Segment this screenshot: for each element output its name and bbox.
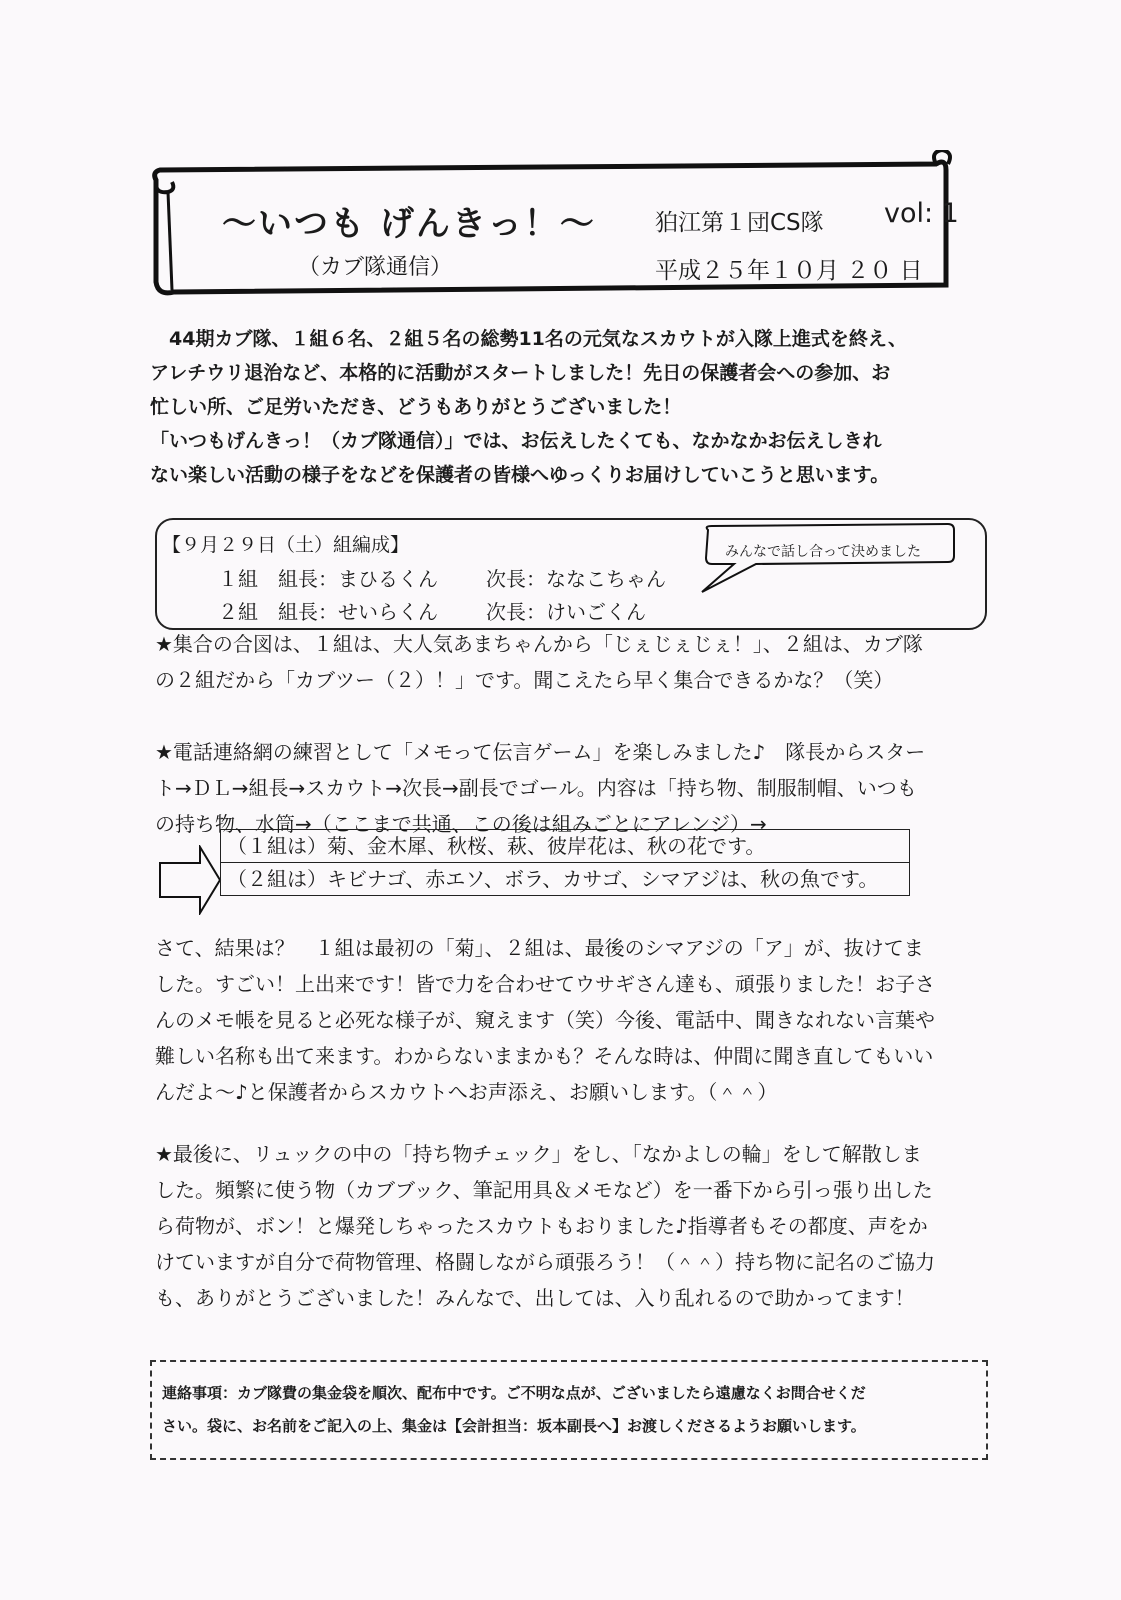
group-label: ２組 bbox=[218, 600, 258, 624]
group-1-answer-box: （１組は）菊、金木犀、秋桜、萩、彼岸花は、秋の花です。 bbox=[220, 829, 910, 863]
closing-paragraph bbox=[155, 1136, 975, 1316]
group-sub-leader: 次長：けいごくん bbox=[486, 600, 646, 624]
closing-line: ら荷物が、ボン！と爆発しちゃったスカウトもおりました♪指導者もその都度、声をか bbox=[155, 1214, 928, 1238]
group-2-answer-box: （２組は）キビナゴ、赤エソ、ボラ、カサゴ、シマアジは、秋の魚です。 bbox=[220, 862, 910, 896]
group-leader: 組長：まひるくん bbox=[278, 567, 438, 591]
notice-box bbox=[150, 1360, 988, 1460]
notice-line: さい。袋に、お名前をご記入の上、集金は【会計担当：坂本副長へ】お渡しくださるようお願いします。 bbox=[162, 1417, 866, 1435]
speech-bubble-text: みんなで話し合って決めました bbox=[725, 544, 921, 560]
result-paragraph bbox=[155, 930, 975, 1110]
result-line: 難しい名称も出て来ます。わからないままかも？そんな時は、仲間に聞き直してもいい bbox=[155, 1044, 934, 1068]
intro-line: ない楽しい活動の様子をなどを保護者の皆様へゆっくりお届けしていこうと思います。 bbox=[150, 464, 890, 486]
game-line: の持ち物、水筒→（ここまで共通、この後は組みごとにアレンジ）→ bbox=[155, 812, 767, 836]
game-paragraph bbox=[155, 734, 975, 842]
notice-line: 連絡事項：カブ隊費の集金袋を順次、配布中です。ご不明な点が、ございましたら遠慮なくお問合せくだ bbox=[162, 1384, 866, 1402]
newsletter-title: ～いつも げんきっ！～ bbox=[222, 204, 596, 244]
troop-name: 狛江第１団CS隊 bbox=[655, 210, 824, 236]
group-sub-leader: 次長：ななこちゃん bbox=[486, 567, 666, 591]
group-leader: 組長：せいらくん bbox=[278, 600, 438, 624]
closing-line: も、ありがとうございました！みんなで、出しては、入り乱れるので助かってます！ bbox=[155, 1286, 915, 1310]
issue-date: 平成２５年１０月 ２０ 日 bbox=[655, 258, 923, 284]
closing-line: した。頻繁に使う物（カブブック、筆記用具＆メモなど）を一番下から引っ張り出した bbox=[155, 1178, 933, 1202]
right-arrow-icon bbox=[158, 845, 222, 915]
intro-line: 44期カブ隊、１組６名、２組５名の総勢11名の元気なスカウトが入隊上進式を終え、 bbox=[150, 328, 908, 350]
signal-paragraph bbox=[155, 626, 975, 698]
newsletter-subtitle: （カブ隊通信） bbox=[298, 255, 453, 280]
signal-line: ★集合の合図は、１組は、大人気あまちゃんから「じぇじぇじぇ！」、２組は、カブ隊 bbox=[155, 632, 923, 656]
intro-line: 「いつもげんきっ！（カブ隊通信）」では、お伝えしたくても、なかなかお伝えしきれ bbox=[150, 430, 882, 452]
closing-line: けていますが自分で荷物管理、格闘しながら頑張ろう！（＾＾）持ち物に記名のご協力 bbox=[155, 1250, 935, 1274]
result-line: んだよ～♪と保護者からスカウトへお声添え、お願いします。（＾＾） bbox=[155, 1080, 778, 1104]
signal-line: の２組だから「カブツー（２）！」です。聞こえたら早く集合できるかな？（笑） bbox=[155, 668, 894, 692]
result-line: さて、結果は？ １組は最初の「菊」、２組は、最後のシマアジの「ア」が、抜けてま bbox=[155, 936, 924, 960]
intro-paragraph bbox=[150, 322, 990, 492]
game-line: ト→ＤＬ→組長→スカウト→次長→副長でゴール。内容は「持ち物、制服制帽、いつも bbox=[155, 776, 917, 800]
intro-line: 忙しい所、ご足労いただき、どうもありがとうございました！ bbox=[150, 396, 682, 418]
group-assignment-heading: 【９月２９日（土）組編成】 bbox=[162, 534, 410, 556]
game-line: ★電話連絡網の練習として「メモって伝言ゲーム」を楽しみました♪ 隊長からスター bbox=[155, 740, 926, 764]
result-line: した。すごい！上出来です！皆で力を合わせてウサギさん達も、頑張りました！お子さ bbox=[155, 972, 935, 996]
volume-number: vol: 1 bbox=[884, 198, 959, 229]
closing-line: ★最後に、リュックの中の「持ち物チェック」をし、「なかよしの輪」をして解散しま bbox=[155, 1142, 922, 1166]
speech-bubble bbox=[700, 522, 980, 604]
result-line: んのメモ帳を見ると必死な様子が、窺えます（笑）今後、電話中、聞きなれない言葉や bbox=[155, 1008, 935, 1032]
intro-line: アレチウリ退治など、本格的に活動がスタートしました！先日の保護者会への参加、お bbox=[150, 362, 891, 384]
group-label: １組 bbox=[218, 567, 258, 591]
